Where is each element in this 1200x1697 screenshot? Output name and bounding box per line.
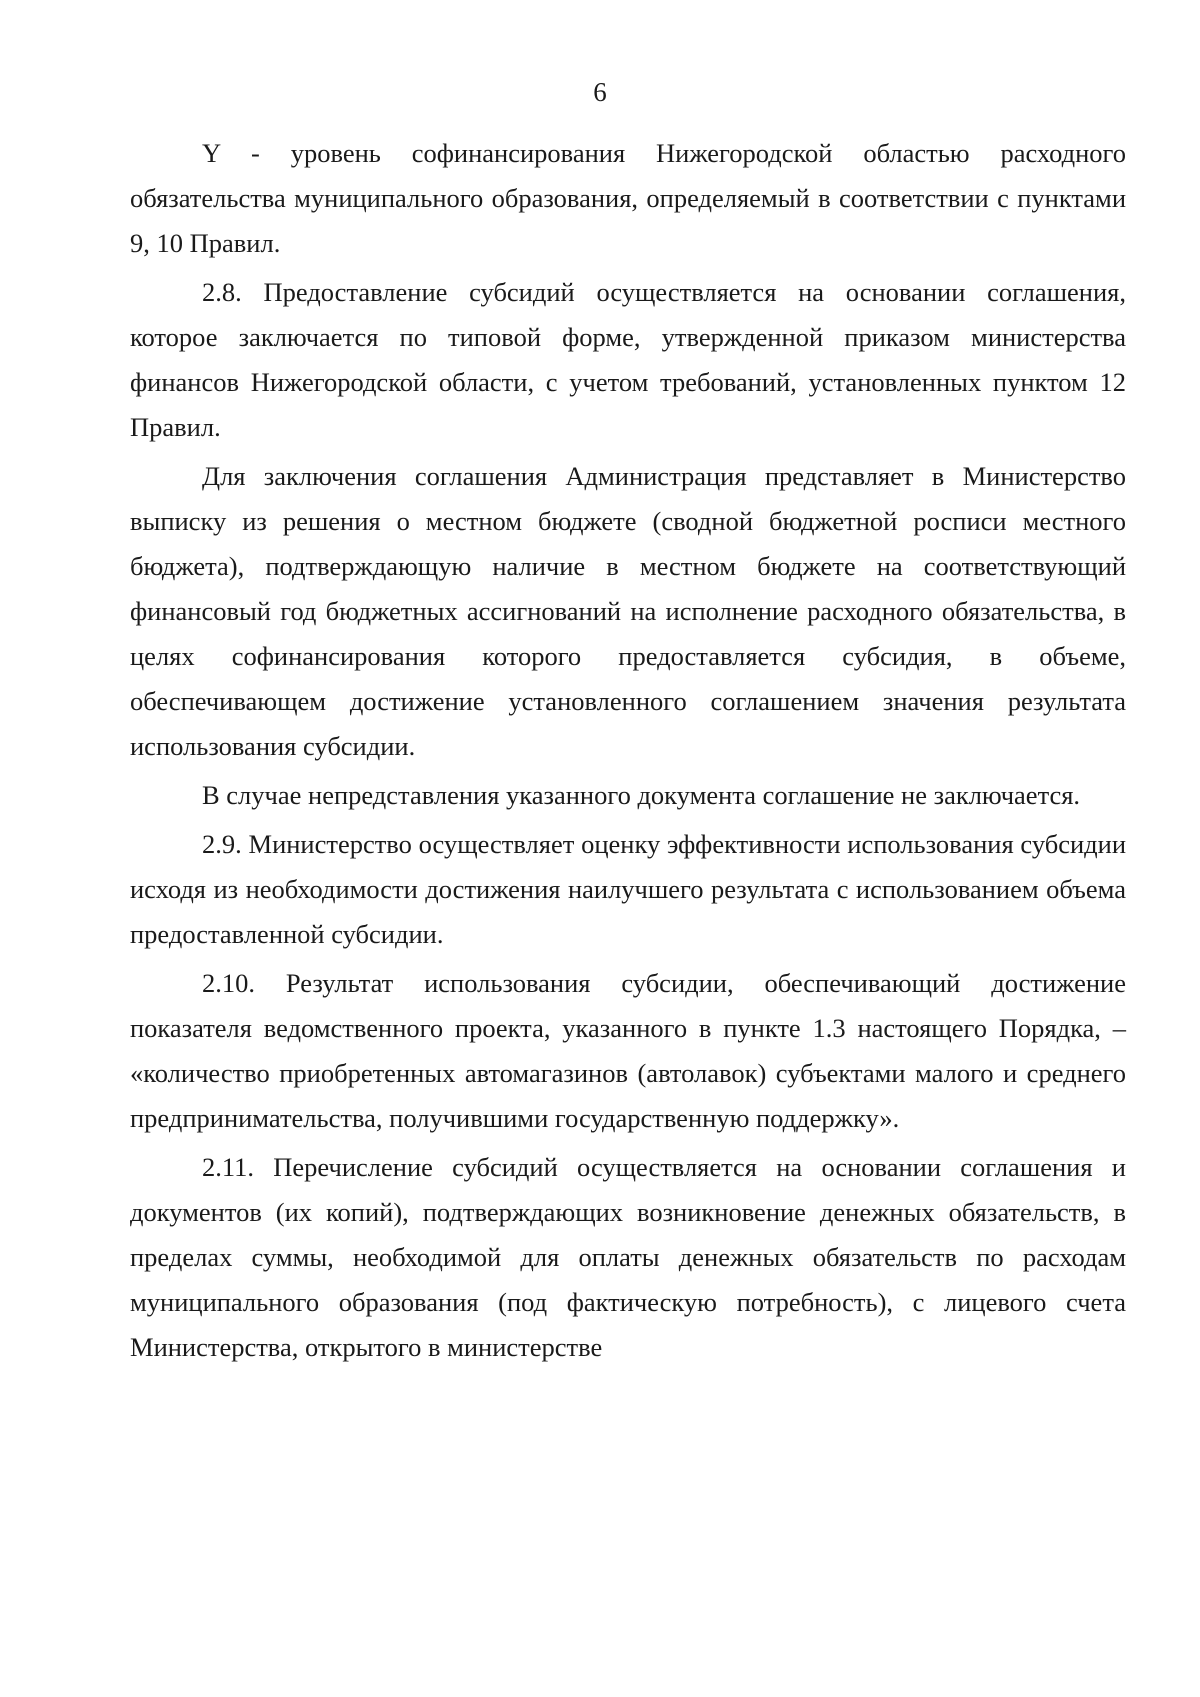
document-body xyxy=(130,131,1126,1374)
paragraph-agreement-conclusion: Для заключения соглашения Администрация представляет в Министерство выписку из решения о местном бюджете (сводной бюджетной росписи местного бюджета), подтверждающую наличие в местном бюджете на соответствующий финансовый год бюджетных ассигнований на исполнение расходного обязательства, в целях софинансирования которого предоставляется субсидия, в объеме, обеспечивающем достижение установленного соглашением значения результата использования субсидии. xyxy=(130,461,1126,761)
paragraph-2-10: 2.10. Результат использования субсидии, обеспечивающий достижение показателя ведомственного проекта, указанного в пункте 1.3 настоящего Порядка, – «количество приобретенных автомагазинов (автолавок) субъектами малого и среднего предпринимательства, получившими государственную поддержку». xyxy=(130,968,1126,1133)
paragraph-non-submission: В случае непредставления указанного документа соглашение не заключается. xyxy=(202,780,1081,810)
paragraph-y-level: Y - уровень софинансирования Нижегородской областью расходного обязательства муниципального образования, определяемый в соответствии с пунктами 9, 10 Правил. xyxy=(130,138,1126,258)
paragraph-2-11: 2.11. Перечисление субсидий осуществляется на основании соглашения и документов (их копий), подтверждающих возникновение денежных обязательств, в пределах суммы, необходимой для оплаты денежных обязательств по расходам муниципального образования (под фактическую потребность), с лицевого счета Министерства, открытого в министерстве xyxy=(130,1152,1126,1362)
page-number: 6 xyxy=(593,77,607,107)
paragraph-2-8: 2.8. Предоставление субсидий осуществляется на основании соглашения, которое заключается по типовой форме, утвержденной приказом министерства финансов Нижегородской области, с учетом требований, установленных пунктом 12 Правил. xyxy=(130,277,1126,442)
paragraph-2-9: 2.9. Министерство осуществляет оценку эффективности использования субсидии исходя из необходимости достижения наилучшего результата с использованием объема предоставленной субсидии. xyxy=(130,829,1126,949)
